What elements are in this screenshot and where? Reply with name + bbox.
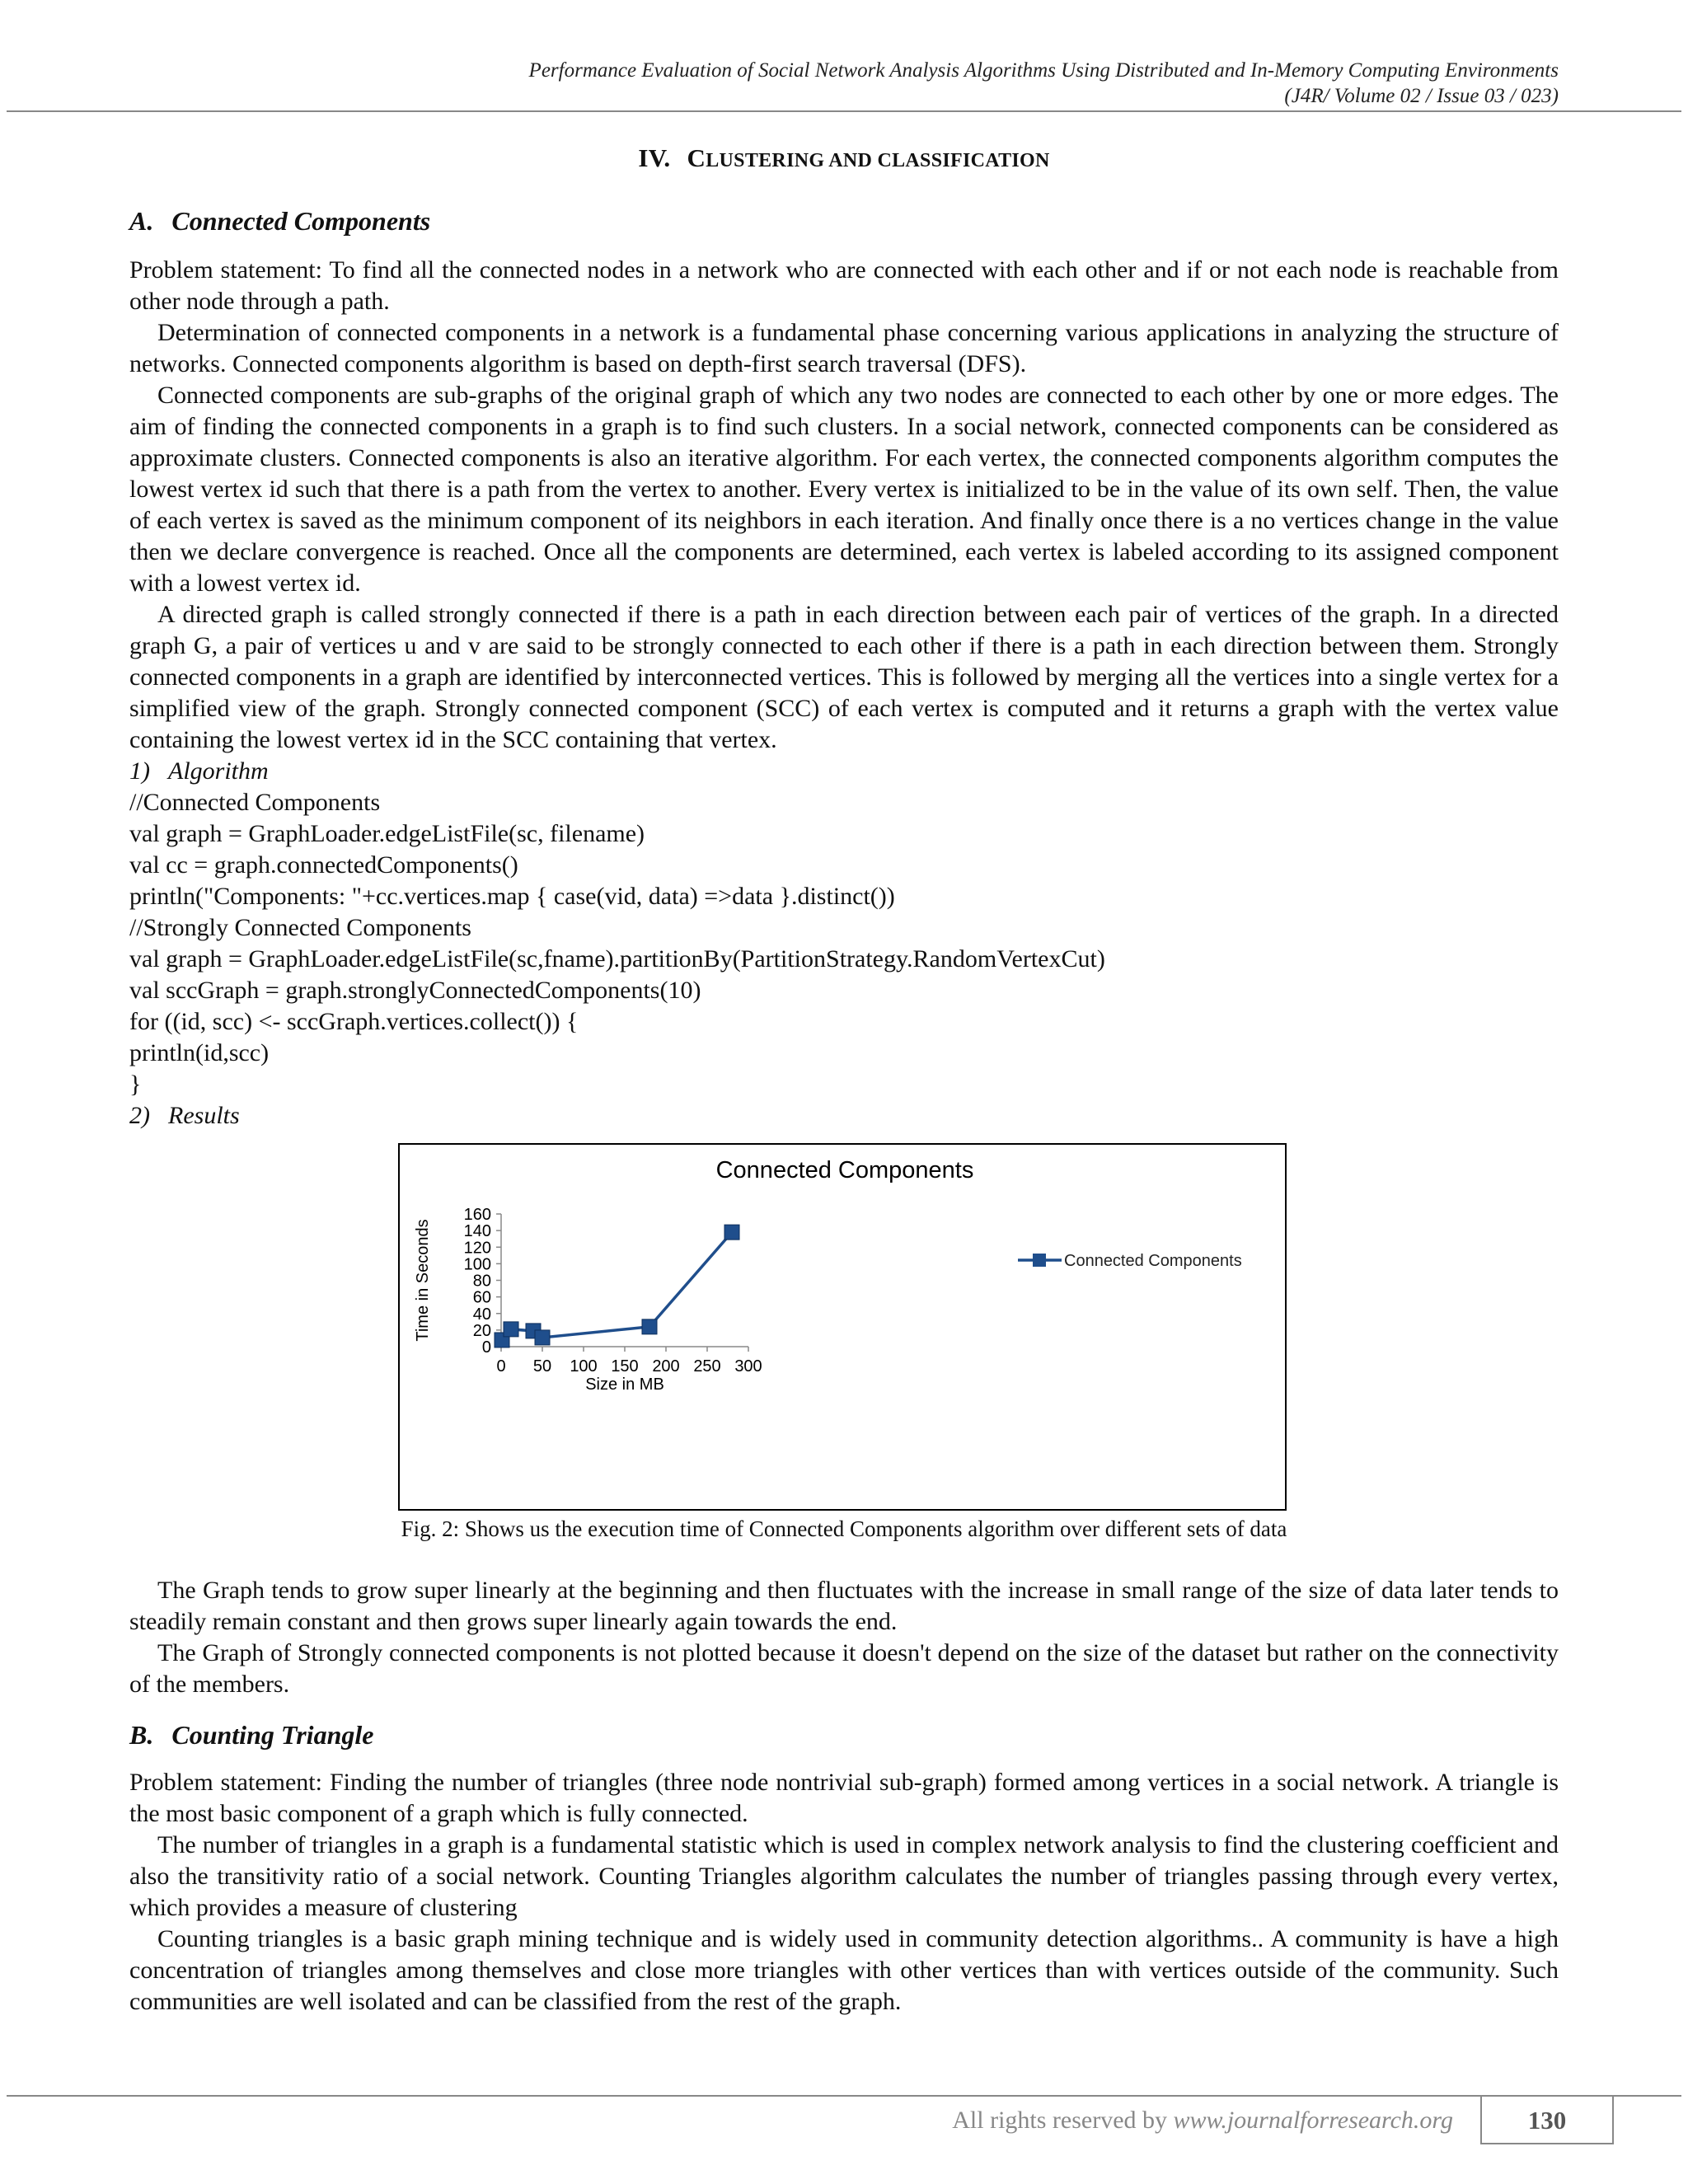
legend-label: Connected Components	[1064, 1252, 1242, 1270]
chart-y-axis-label: Time in Seconds	[414, 1219, 432, 1342]
footer-rule	[7, 2095, 1681, 2097]
running-head-issue: (J4R/ Volume 02 / Issue 03 / 023)	[1284, 85, 1559, 107]
paragraph: Problem statement: Finding the number of triangles (three node nontrivial sub-graph) formed among vertices in a social network. A triangle is the most basic component of a graph which is fully connected.	[129, 1769, 1559, 1827]
subsection-a-heading	[129, 206, 1559, 237]
paragraph: Determination of connected components in a network is a fundamental phase concerning various applications in analyzing the structure of networks. Connected components algorithm is based on depth-first search traversal (DFS).	[129, 319, 1559, 377]
paragraph: The Graph of Strongly connected components is not plotted because it doesn't depend on the size of the dataset but rather on the connectivity of the members.	[129, 1639, 1559, 1698]
paragraph: The number of triangles in a graph is a fundamental statistic which is used in complex network analysis to find the clustering coefficient and also the transitivity ratio of a social network. Counting Triangles algorithm calculates the number of triangles passing through every vertex, which provides a measure of clustering	[129, 1831, 1559, 1921]
paragraph: Connected components are sub-graphs of the original graph of which any two nodes are connected to each other by one or more edges. The aim of finding the connected components in a graph is to find such clusters. In a social network, connected components can be considered as approximate clusters. Connected components is also an iterative algorithm. For each vertex, the connected components algorithm computes the lowest vertex id such that there is a path from the vertex to another. Every vertex is initialized to be in the value of its own self. Then, the value of each vertex is saved as the minimum component of its neighbors in each iteration. And finally once there is a no vertices change in the value then we declare convergence is reached. Once all the components are determined, each vertex is labeled according to its assigned component with a lowest vertex id.	[129, 382, 1559, 597]
y-tick-label: 60	[472, 1288, 491, 1307]
y-tick-label: 20	[472, 1321, 491, 1340]
data-point-marker	[535, 1330, 550, 1345]
x-tick-label: 100	[570, 1357, 598, 1376]
subsection-a-letter: A.	[129, 206, 154, 236]
y-tick-label: 160	[463, 1206, 491, 1224]
x-tick-label: 0	[496, 1357, 506, 1376]
algorithm-heading	[129, 756, 1559, 787]
section-number: IV.	[638, 143, 671, 172]
subsection-b-heading	[129, 1720, 1559, 1750]
subsection-b-body	[129, 1767, 1559, 2018]
paragraph: Problem statement: To find all the connected nodes in a network who are connected with each other and if or not each node is reachable from other node through a path.	[129, 256, 1559, 315]
section-title-rest: LUSTERING AND CLASSIFICATION	[706, 150, 1050, 171]
page-number: 130	[1480, 2097, 1614, 2144]
running-head-title: Performance Evaluation of Social Network Analysis Algorithms Using Distributed and In-Memory Computing Environments	[528, 59, 1559, 82]
chart-x-axis-label: Size in MB	[585, 1376, 664, 1394]
results-number: 2)	[129, 1102, 150, 1129]
subsection-b-title: Counting Triangle	[171, 1720, 374, 1750]
paragraph: A directed graph is called strongly connected if there is a path in each direction between each pair of vertices of the graph. In a directed graph G, a pair of vertices u and v are said to be strongly connected to each other if there is a path in each direction between them. Strongly connected components in a graph are identified by interconnected vertices. This is followed by merging all the vertices into a single vertex for a simplified view of the graph. Strongly connected component (SCC) of each vertex is computed and it returns a graph with the vertex value containing the lowest vertex id in the SCC containing that vertex.	[129, 601, 1559, 753]
footer-site-link[interactable]: www.journalforresearch.org	[1173, 2107, 1453, 2134]
footer-rights	[952, 2107, 1453, 2135]
legend-marker	[1033, 1254, 1046, 1267]
y-tick-label: 140	[463, 1222, 491, 1241]
subsection-b	[129, 1720, 1559, 1750]
data-point-marker	[724, 1225, 739, 1240]
x-tick-label: 300	[734, 1357, 762, 1376]
subsection-a-title: Connected Components	[171, 206, 431, 236]
results-label: Results	[168, 1102, 240, 1129]
paragraph: The Graph tends to grow super linearly at the beginning and then fluctuates with the increase in small range of the size of data later tends to steadily remain constant and then grows super linearly again towards the end.	[129, 1577, 1559, 1635]
running-head	[529, 58, 1559, 109]
chart-ticks	[464, 1206, 762, 1376]
paragraph: Counting triangles is a basic graph mining technique and is widely used in community detection algorithms.. A community is have a high concentration of triangles among themselves and close more triangles with other vertices than with vertices outside of the community. Such communities are well isolated and can be classified from the rest of the graph.	[129, 1925, 1559, 2015]
chart-series	[495, 1225, 739, 1347]
chart-svg	[400, 1145, 1285, 1509]
y-tick-label: 120	[463, 1239, 491, 1258]
chart-title: Connected Components	[715, 1157, 974, 1183]
algorithm-label: Algorithm	[168, 757, 269, 785]
header-rule	[7, 110, 1681, 112]
chart-legend	[1018, 1252, 1242, 1270]
data-point-marker	[642, 1319, 657, 1334]
figure-chart	[398, 1143, 1287, 1511]
y-tick-label: 0	[481, 1338, 491, 1357]
results-heading	[129, 1100, 1559, 1132]
x-tick-label: 200	[652, 1357, 680, 1376]
subsection-a	[129, 206, 1559, 237]
figure-caption: Fig. 2: Shows us the execution time of Connected Components algorithm over different sets of data	[401, 1516, 1287, 1541]
x-tick-label: 150	[611, 1357, 639, 1376]
subsection-b-letter: B.	[129, 1720, 154, 1750]
subsection-a-body	[129, 255, 1559, 1132]
subsection-a-discussion	[129, 1575, 1559, 1700]
x-tick-label: 50	[532, 1357, 552, 1376]
section-title-initial: C	[687, 143, 706, 172]
footer-rights-text: All rights reserved by	[952, 2107, 1174, 2134]
y-tick-label: 80	[472, 1272, 491, 1291]
y-tick-label: 40	[472, 1305, 491, 1324]
section-heading	[0, 143, 1688, 173]
y-tick-label: 100	[463, 1255, 491, 1274]
algorithm-number: 1)	[129, 757, 150, 785]
code-listing: //Connected Components val graph = GraphLoader.edgeListFile(sc, filename) val cc = graph.connectedComponents() println("Components: "+cc.vertices.map { case(vid, data) =>data }.distinct()) //Strongly Connected Components val graph = GraphLoader.edgeListFile(sc,fname).partitionBy(PartitionStrategy.RandomVertexCut) val sccGraph = graph.stronglyConnectedComponents(10) for ((id, scc) <- sccGraph.vertices.collect()) { println(id,scc) }	[129, 789, 1105, 1098]
data-point-marker	[504, 1322, 518, 1337]
x-tick-label: 250	[693, 1357, 721, 1376]
